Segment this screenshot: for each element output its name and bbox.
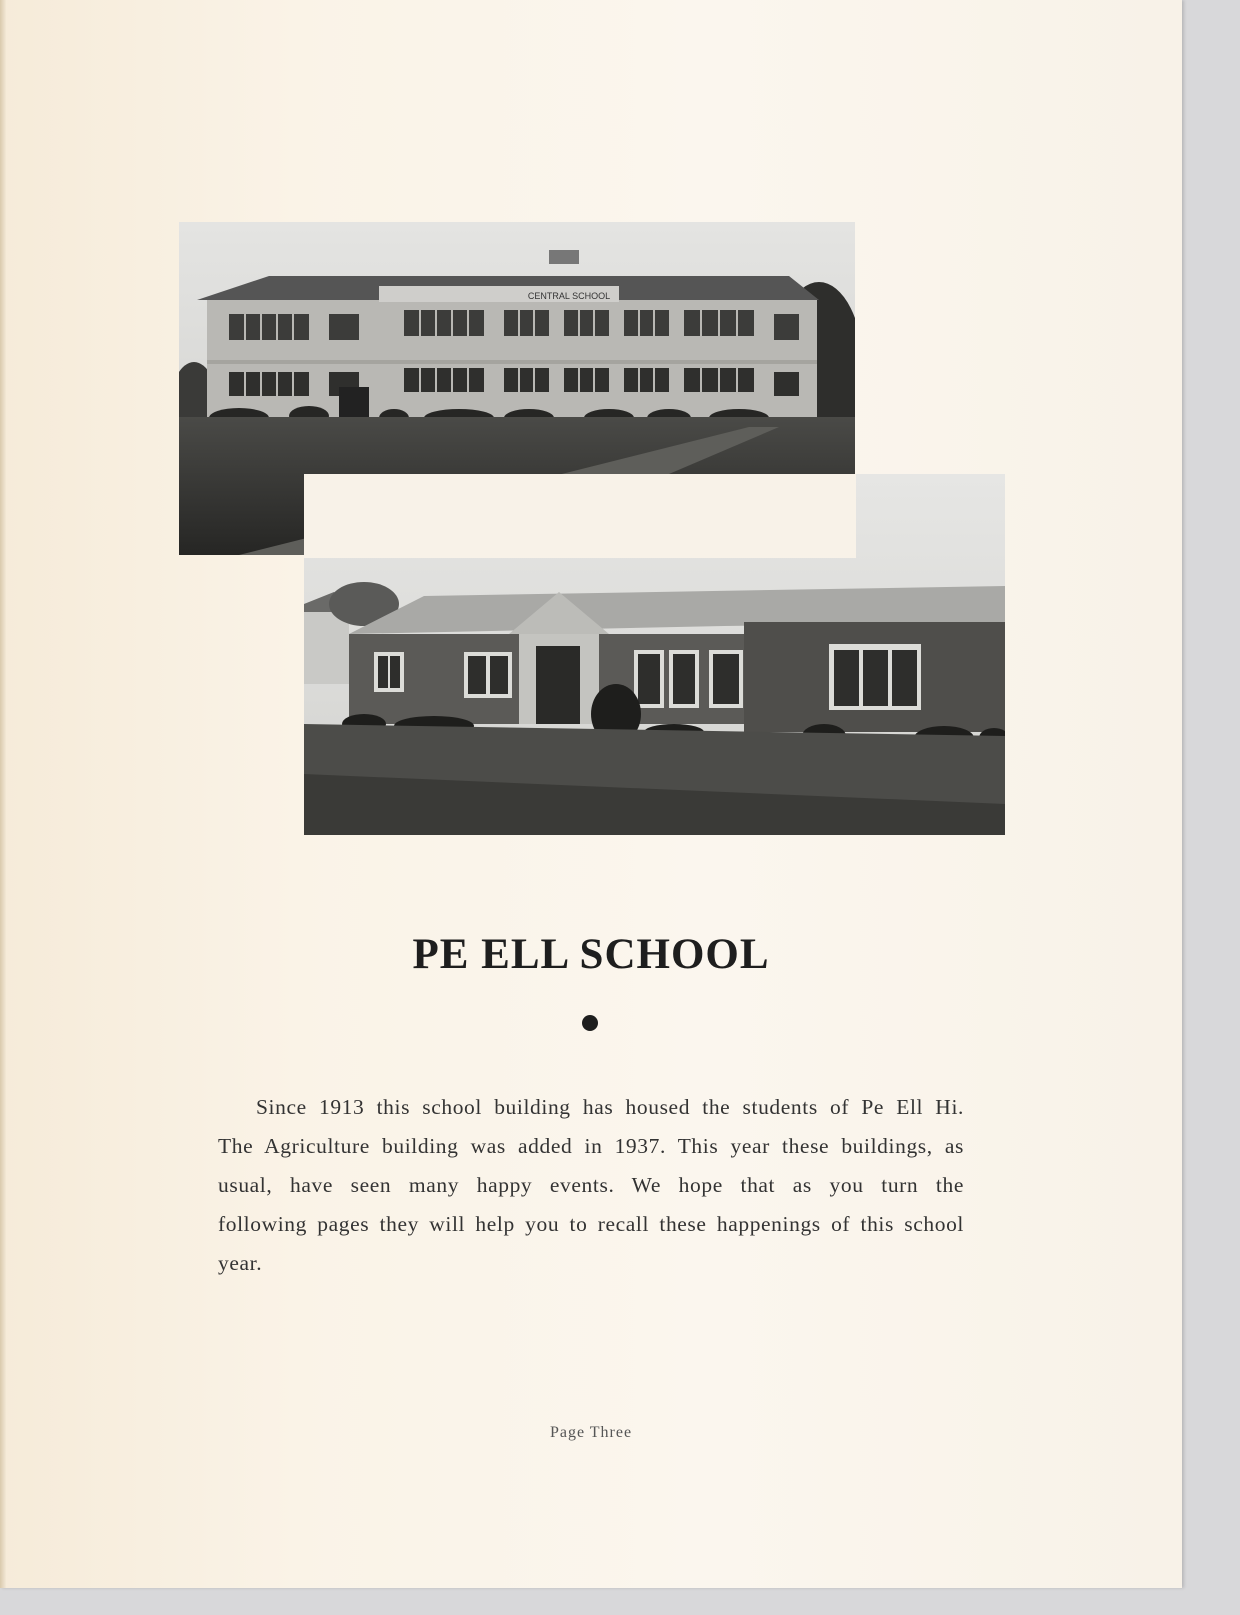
title-separator-dot — [582, 1015, 598, 1031]
page-title: PE ELL SCHOOL — [412, 931, 770, 978]
intro-paragraph: Since 1913 this school building has housed the students of Pe Ell Hi. The Agriculture building was added in 1937. This year these buildings, as usual, have seen many happy events. We hope that as you turn the following pages they will help you to recall these happenings of this school year. — [218, 1094, 964, 1275]
page-binding-edge — [0, 0, 6, 1588]
page-number: Page Three — [549, 1424, 633, 1441]
building-sign: CENTRAL SCHOOL — [527, 291, 611, 301]
agriculture-building-photo — [304, 474, 1005, 835]
